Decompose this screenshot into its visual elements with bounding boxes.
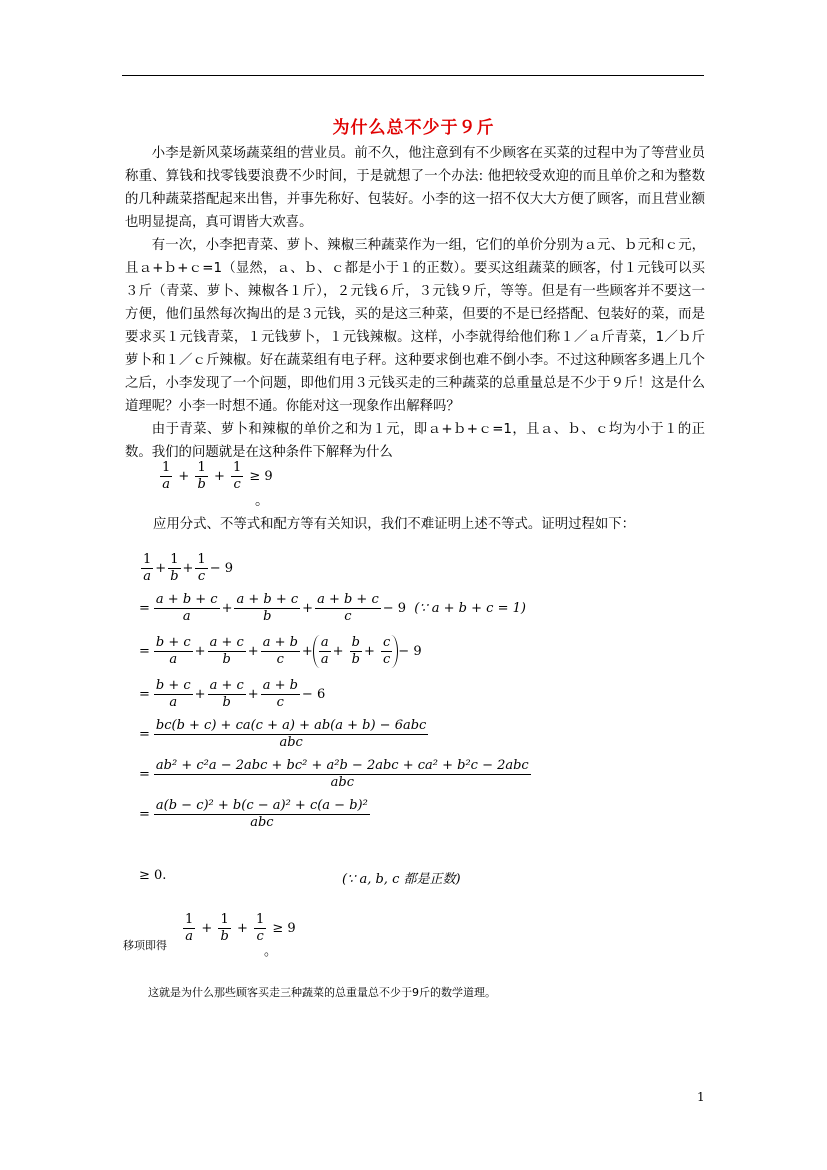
proof-result: ≥ 0. <box>139 868 167 883</box>
paragraph-1: 小李是新风菜场蔬菜组的营业员。前不久，他注意到有不少顾客在买菜的过程中为了等营业员称重、算钱和找零钱要浪费不少时间，于是就想了一个办法: 他把较受欢迎的而且单价之和为整数的几种蔬菜搭配起来出售，并事先称好、包装好。小李的这一招不仅大大方便了顾客，而且营业额也明显提高，真可谓皆大欢喜。 <box>125 146 705 230</box>
move-label: 移项即得 <box>123 939 167 952</box>
proof-block <box>139 548 533 834</box>
proof-line-2: = $\frac{a + b + c}{a}$ + $\frac{a + b + c}{b}$ + $\frac{a + b + c}{c}$ − 9 (∵ a + b + c = 1) <box>139 591 526 624</box>
inequality-period: 。 <box>255 493 269 509</box>
target-inequality: $\frac{1}{a}$ + $\frac{1}{b}$ + $\frac{1}{c}$ ≥ 9 <box>162 460 273 492</box>
page-number: 1 <box>697 1090 705 1104</box>
paragraph-2: 有一次，小李把青菜、萝卜、辣椒三种蔬菜作为一组，它们的单价分别为ａ元、ｂ元和ｃ元，且ａ+ｂ+ｃ=1（显然，ａ、ｂ、ｃ都是小于１的正数）。要买这组蔬菜的顾客，付１元钱可以买３斤（青菜、萝卜、辣椒各１斤），２元钱６斤，３元钱９斤，等等。但是有一些顾客并不要这一方便，他们虽然每次掏出的是３元钱，买的是这三种菜，但要的不是已经搭配、包装好的菜，而是要求买１元钱青菜，１元钱萝卜，１元钱辣椒。这样，小李就得给他们称１／ａ斤青菜，1／ｂ斤萝卜和１／ｃ斤辣椒。好在蔬菜组有电子秤。这种要求倒也难不倒小李。不过这种顾客多遇上几个之后，小李发现了一个问题，即他们用３元钱买走的三种蔬菜的总重量总是不少于９斤！这是什么道理呢？小李一时想不通。你能对这一现象作出解释吗？ <box>125 238 705 414</box>
paragraph-3: 由于青菜、萝卜和辣椒的单价之和为１元，即ａ+ｂ+ｃ=1，且ａ、ｂ、ｃ均为小于１的正数。我们的问题就是在这种条件下解释为什么 <box>125 422 705 460</box>
body-text <box>125 142 705 464</box>
proof-line-7: = $\frac{\text{a(b − c)² + b(c − a)² + c(a − b)²}}{\text{abc}}$ <box>139 797 368 830</box>
positive-note: (∵ a, b, c 都是正数) <box>342 872 461 887</box>
proof-line-3: = $\frac{b + c}{a}$ + $\frac{a + c}{b}$ + $\frac{a + b}{c}$ + $\frac{a}{a}$ + $\frac{b}{b}$ + $\frac{c}{c}$ − 9 <box>139 634 422 667</box>
conclusion: 这就是为什么那些顾客买走三种蔬菜的总重量总不少于9斤的数学道理。 <box>148 986 496 999</box>
proof-line-1: $\frac{1}{a}$ + $\frac{1}{b}$ + $\frac{1}{c}$ − 9 <box>143 551 233 584</box>
proof-intro: 应用分式、不等式和配方等有关知识，我们不难证明上述不等式。证明过程如下： <box>153 517 636 532</box>
final-inequality: $\frac{1}{a}$ + $\frac{1}{b}$ + $\frac{1}{c}$ ≥ 9 <box>185 912 296 944</box>
proof-line-4: = $\frac{b + c}{a}$ + $\frac{a + c}{b}$ + $\frac{a + b}{c}$ − 6 <box>139 677 326 710</box>
page-title: 为什么总不少于９斤 <box>332 118 495 138</box>
proof-line-5: = $\frac{\text{bc(b + c) + ca(c + a) + ab(a + b) − 6abc}}{\text{abc}}$ <box>139 717 427 750</box>
header-rule <box>122 75 704 76</box>
final-period: 。 <box>264 944 278 959</box>
proof-line-6: = $\frac{\text{ab² + c²a − 2abc + bc² + a²b − 2abc + ca² + b²c − 2abc}}{\text{abc}}$ <box>139 757 529 790</box>
